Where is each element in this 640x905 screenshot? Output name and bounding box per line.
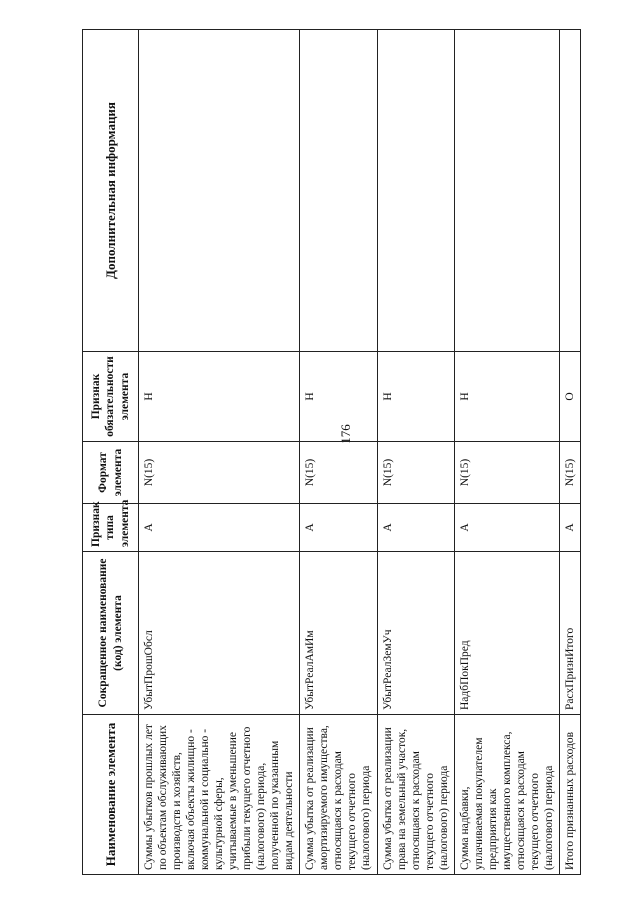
cell-element-format: N(15) — [378, 442, 455, 504]
cell-element-name: Сумма надбавки, уплачиваемая покупателем предприятия как имущественного комплекса, относящаяся к расходам текущего отчетного (налогового) периода — [455, 715, 560, 875]
cell-element-type: А — [560, 504, 581, 552]
cell-element-name: Сумма убытка от реализации амортизируемого имущества, относящаяся к расходам текущего отчетного (налогового) периода — [300, 715, 378, 875]
cell-element-required: О — [560, 352, 581, 442]
header-element-format: Формат элемента — [83, 442, 139, 504]
cell-element-format: N(15) — [300, 442, 378, 504]
cell-element-name: Итого признанных расходов — [560, 715, 581, 875]
cell-element-type: А — [378, 504, 455, 552]
table-row — [560, 30, 581, 875]
cell-element-required: Н — [378, 352, 455, 442]
cell-element-code: РасхПризнИтого — [560, 552, 581, 715]
cell-element-code: УбытПрошОбсл — [139, 552, 300, 715]
table-row — [455, 30, 560, 875]
header-element-required: Признак обязательности элемента — [83, 352, 139, 442]
cell-element-name: Суммы убытков прошлых лет по объектам обслуживающих производств и хозяйств, включая объекты жилищно - коммунальной и социально - культурной сферы, учитываемые в уменьшение прибыли текущего отчетного (налогового) периода, полученной по указанным видам деятельности — [139, 715, 300, 875]
elements-table — [82, 29, 581, 875]
table-row — [139, 30, 300, 875]
cell-additional-info — [455, 30, 560, 352]
header-additional-info: Дополнительная информация — [83, 30, 139, 352]
cell-element-required: Н — [139, 352, 300, 442]
cell-additional-info — [139, 30, 300, 352]
header-element-type: Признак типа элемента — [83, 504, 139, 552]
cell-element-type: А — [455, 504, 560, 552]
table-header-row — [83, 30, 139, 875]
cell-element-name: Сумма убытка от реализации права на земельный участок, относящаяся к расходам текущего отчетного (налогового) периода — [378, 715, 455, 875]
cell-additional-info — [378, 30, 455, 352]
cell-element-format: N(15) — [455, 442, 560, 504]
cell-additional-info — [560, 30, 581, 352]
table-row — [300, 30, 378, 875]
rotated-table-container — [82, 30, 577, 875]
table-row — [378, 30, 455, 875]
cell-element-required: Н — [455, 352, 560, 442]
cell-additional-info — [300, 30, 378, 352]
cell-element-code: УбытРеалЗемУч — [378, 552, 455, 715]
header-element-name: Наименование элемента — [83, 715, 139, 875]
cell-element-type: А — [300, 504, 378, 552]
header-element-code: Сокращенное наименование (код) элемента — [83, 552, 139, 715]
page-number: 176 — [338, 424, 353, 444]
cell-element-format: N(15) — [560, 442, 581, 504]
cell-element-required: Н — [300, 352, 378, 442]
cell-element-type: А — [139, 504, 300, 552]
cell-element-code: УбытРеалАмИм — [300, 552, 378, 715]
cell-element-code: НадбПокПред — [455, 552, 560, 715]
cell-element-format: N(15) — [139, 442, 300, 504]
